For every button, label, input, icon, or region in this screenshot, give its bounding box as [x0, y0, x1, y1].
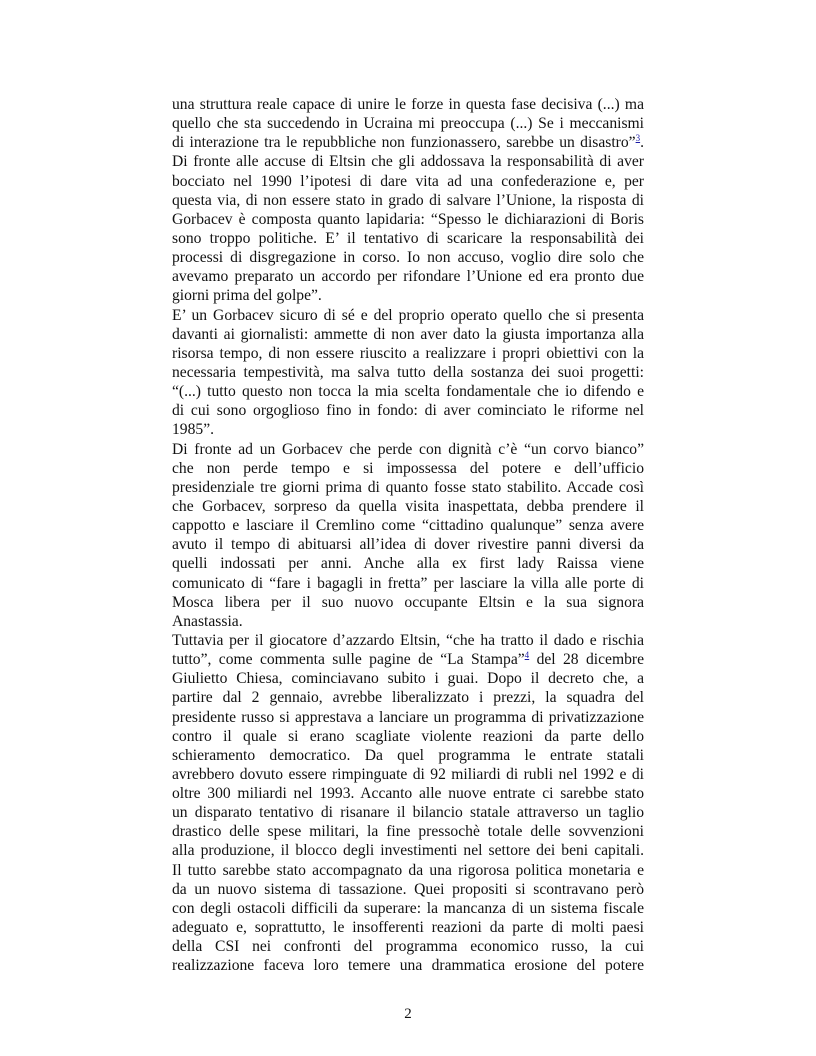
text-line — [172, 440, 644, 459]
text-line-content: avuto il tempo di abituarsi all’idea di dover rivestire panni diversi da — [172, 536, 644, 554]
text-line-content: risorsa tempo, di non essere riuscito a realizzare i propri obiettivi con la — [172, 344, 644, 362]
text-line-content: della CSI nei confronti del programma economico russo, la cui — [172, 938, 644, 956]
text-line — [172, 535, 644, 554]
text-line — [172, 516, 644, 535]
text-line-content: schieramento democratico. Da quel programma le entrate statali — [172, 746, 644, 764]
text-line — [172, 382, 644, 401]
text-line-content: adeguato e, soprattutto, le insofferenti reazioni da parte di molti paesi — [172, 919, 644, 937]
text-line — [172, 133, 644, 152]
text-line — [172, 574, 644, 593]
text-line-content: Giulietto Chiesa, cominciavano subito i guai. Dopo il decreto che, a — [172, 670, 644, 688]
text-line — [172, 248, 644, 267]
text-line-content: quello che sta succedendo in Ucraina mi preoccupa (...) Se i meccanismi — [172, 115, 644, 133]
text-line-content: partire dal 2 gennaio, avrebbe liberalizzato i prezzi, la squadra del — [172, 689, 644, 707]
text-line-content: processi di disgregazione in corso. Io non accuso, voglio dire solo che — [172, 249, 644, 267]
text-line — [172, 497, 644, 516]
text-line-content: con degli ostacoli difficili da superare: la mancanza di un sistema fiscale — [172, 899, 644, 917]
text-line-content: Il tutto sarebbe stato accompagnato da una rigorosa politica monetaria e — [172, 861, 644, 879]
text-line — [172, 765, 644, 784]
text-line — [172, 727, 644, 746]
text-line-content: giorni prima del golpe”. — [172, 287, 322, 305]
text-line — [172, 918, 644, 937]
body-text — [172, 95, 644, 975]
text-line-content: Di fronte ad un Gorbacev che perde con dignità c’è “un corvo bianco” — [172, 440, 644, 458]
text-line-content: bocciato nel 1990 l’ipotesi di dare vita ad una confederazione e, per — [172, 172, 644, 190]
text-line-content: alla produzione, il blocco degli investimenti nel settore dei beni capitali. — [172, 842, 644, 860]
text-line-content: realizzazione faceva loro temere una drammatica erosione del potere — [172, 957, 644, 975]
text-line — [172, 325, 644, 344]
text-line-content: questa via, di non essere stato in grado di salvare l’Unione, la risposta di — [172, 191, 644, 209]
text-line-content: quelli indossati per anni. Anche alla ex first lady Raissa viene — [172, 555, 644, 573]
text-line — [172, 286, 644, 305]
text-line — [172, 152, 644, 171]
text-line — [172, 478, 644, 497]
text-line-tail: del 28 dicembre — [529, 651, 645, 669]
text-line — [172, 306, 644, 325]
text-line-content: di interazione tra le repubbliche non funzionassero, sarebbe un disastro” — [172, 134, 636, 152]
text-line — [172, 344, 644, 363]
footnote-link[interactable]: 3 — [635, 133, 641, 144]
text-line-content: avevamo preparato un accordo per rifondare l’Unione ed era pronto due — [172, 268, 644, 286]
text-line — [172, 229, 644, 248]
text-line-content: Di fronte alle accuse di Eltsin che gli addossava la responsabilità di aver — [172, 153, 644, 171]
text-line-content: comunicato di “fare i bagagli in fretta” per lasciare la villa alle porte di — [172, 574, 644, 592]
text-line-content: cappotto e lasciare il Cremlino come “cittadino qualunque” senza avere — [172, 517, 644, 535]
text-line — [172, 708, 644, 727]
text-line-content: oltre 300 miliardi nel 1993. Accanto alle nuove entrate ci sarebbe stato — [172, 785, 644, 803]
text-line — [172, 803, 644, 822]
text-line — [172, 669, 644, 688]
text-line-content: presidente russo si apprestava a lanciare un programma di privatizzazione — [172, 708, 644, 726]
text-line — [172, 593, 644, 612]
footnote-link[interactable]: 4 — [524, 650, 530, 661]
text-line — [172, 746, 644, 765]
text-line-content: tutto”, come commenta sulle pagine de “La Stampa” — [172, 651, 525, 669]
text-line-content: 1985”. — [172, 421, 215, 439]
text-line — [172, 612, 644, 631]
page-number: 2 — [404, 1006, 412, 1022]
text-line — [172, 191, 644, 210]
text-line — [172, 267, 644, 286]
text-line — [172, 784, 644, 803]
text-line-content: necessaria tempestività, ma salva tutto della sostanza dei suoi progetti: — [172, 363, 644, 381]
text-line-content: E’ un Gorbacev sicuro di sé e del proprio operato quello che si presenta — [172, 306, 644, 324]
text-line-content: che non perde tempo e si impossessa del potere e dell’ufficio — [172, 459, 644, 477]
text-line-content: sono troppo politiche. E’ il tentativo di scaricare la responsabilità dei — [172, 229, 644, 247]
text-line-content: davanti ai giornalisti: ammette di non aver dato la giusta importanza alla — [172, 325, 644, 343]
text-line-content: Tuttavia per il giocatore d’azzardo Eltsin, “che ha tratto il dado e rischia — [172, 631, 644, 649]
text-line — [172, 899, 644, 918]
text-line — [172, 459, 644, 478]
text-line-content: che Gorbacev, sorpreso da quella visita inaspettata, debba prendere il — [172, 497, 644, 515]
text-line — [172, 688, 644, 707]
text-line-content: presidenziale tre giorni prima di quanto fosse stato stabilito. Accade così — [172, 478, 644, 496]
text-line — [172, 861, 644, 880]
text-line-content: contro il quale si erano scagliate violente reazioni da parte dello — [172, 727, 644, 745]
text-line — [172, 631, 644, 650]
text-line-content: da un nuovo sistema di tassazione. Quei propositi si scontravano però — [172, 880, 644, 898]
text-line-content: “(...) tutto questo non tocca la mia scelta fondamentale che io difendo e — [172, 383, 644, 401]
text-line-tail: . — [640, 134, 644, 152]
text-line — [172, 363, 644, 382]
text-line-content: di cui sono orgoglioso fino in fondo: di aver cominciato le riforme nel — [172, 402, 644, 420]
text-line — [172, 420, 644, 439]
text-line-content: drastico delle spese militari, la fine pressochè totale delle sovvenzioni — [172, 823, 644, 841]
text-line — [172, 880, 644, 899]
text-line-content: Anastassia. — [172, 612, 243, 630]
text-line — [172, 210, 644, 229]
text-line — [172, 114, 644, 133]
text-line-content: un disparato tentativo di risanare il bilancio statale attraverso un taglio — [172, 804, 644, 822]
text-line-content: Mosca libera per il suo nuovo occupante Eltsin e la sua signora — [172, 593, 644, 611]
text-line-content: Gorbacev è composta quanto lapidaria: “Spesso le dichiarazioni di Boris — [172, 210, 644, 228]
text-line-content: avrebbero dovuto essere rimpinguate di 92 miliardi di rubli nel 1992 e di — [172, 765, 644, 783]
text-line — [172, 554, 644, 573]
text-line-content: una struttura reale capace di unire le forze in questa fase decisiva (...) ma — [172, 96, 644, 113]
text-line — [172, 650, 644, 669]
text-line — [172, 956, 644, 975]
text-line — [172, 937, 644, 956]
text-line — [172, 172, 644, 191]
text-line — [172, 822, 644, 841]
text-line — [172, 401, 644, 420]
text-line — [172, 841, 644, 860]
text-line — [172, 95, 644, 114]
